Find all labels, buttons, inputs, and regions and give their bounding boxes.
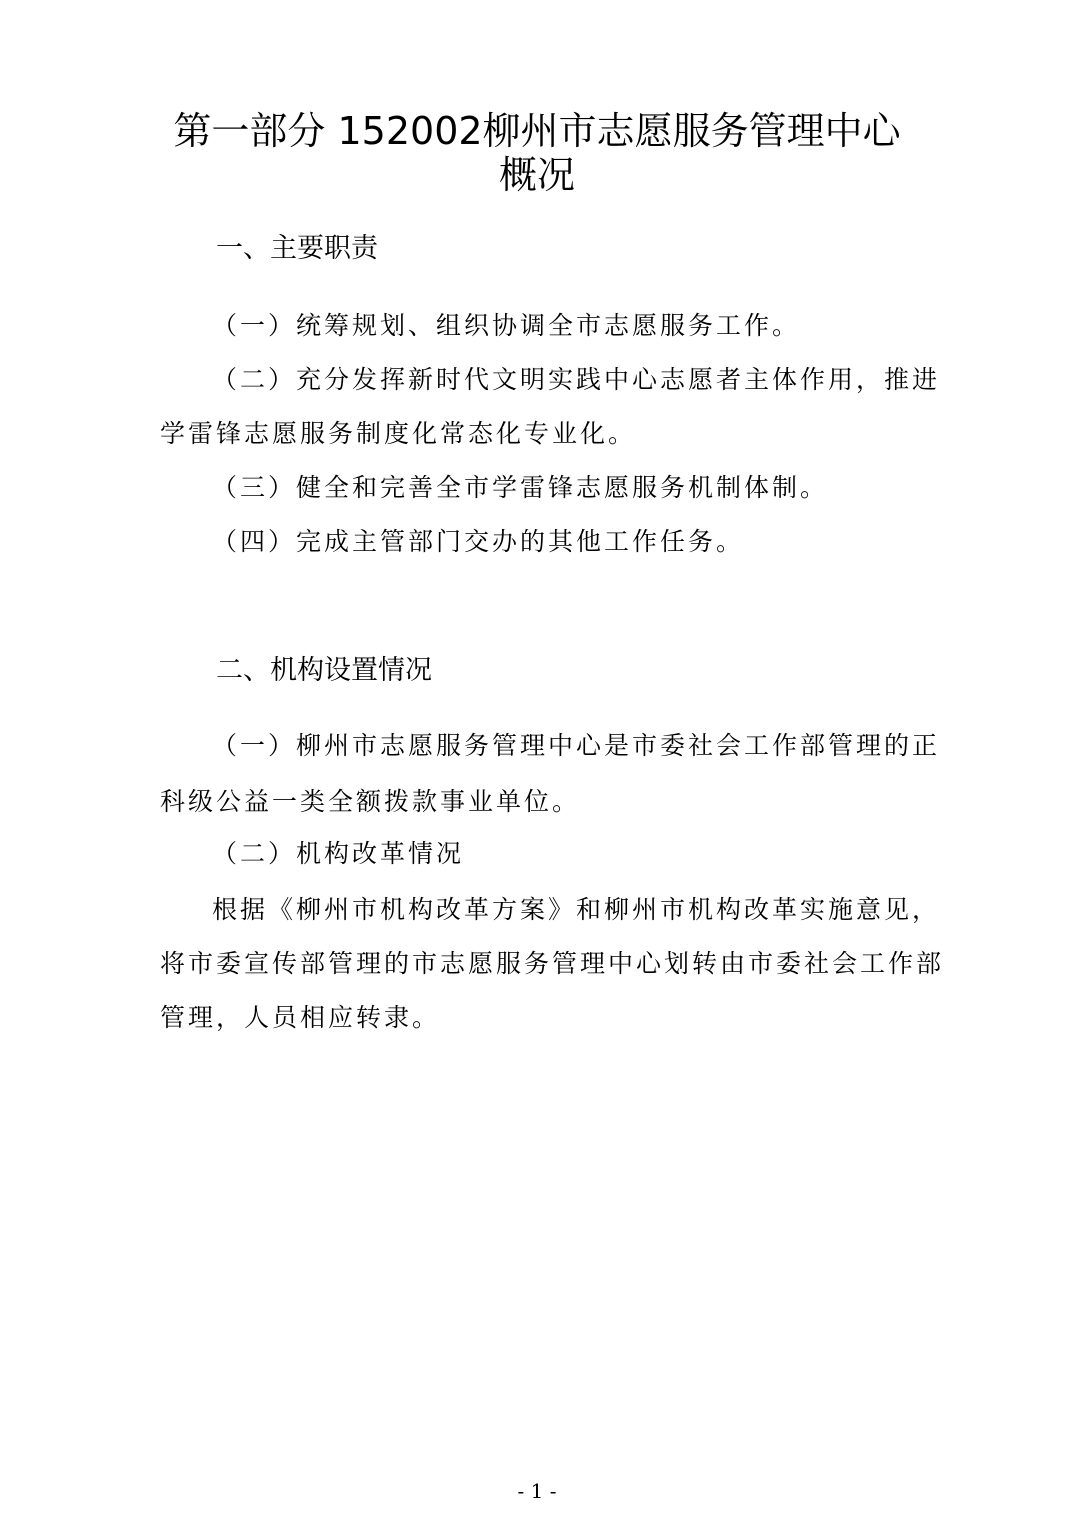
page-number: - 1 - [517,1479,557,1503]
org-paragraph-2-line-3: 管理，人员相应转隶。 [160,1003,441,1032]
document-title-line-1: 第一部分 152002柳州市志愿服务管理中心 [173,109,901,153]
duty-item-2-line-2: 学雷锋志愿服务制度化常态化专业化。 [160,419,637,448]
org-paragraph-2-line-2: 将市委宣传部管理的市志愿服务管理中心划转由市委社会工作部 [160,949,945,978]
document-title-line-2: 概况 [498,153,575,197]
org-paragraph-1-line-1: （一）柳州市志愿服务管理中心是市委社会工作部管理的正 [212,731,941,760]
section-heading-organization: 二、机构设置情况 [216,655,432,686]
section-heading-main-duties: 一、主要职责 [216,233,378,264]
duty-item-3: （三）健全和完善全市学雷锋志愿服务机制体制。 [212,473,829,502]
duty-item-2-line-1: （二）充分发挥新时代文明实践中心志愿者主体作用，推进 [212,365,941,394]
duty-item-1: （一）统筹规划、组织协调全市志愿服务工作。 [212,311,801,340]
duty-item-4: （四）完成主管部门交办的其他工作任务。 [212,527,745,556]
org-paragraph-1-line-2: 科级公益一类全额拨款事业单位。 [160,787,581,816]
org-subheading-reform: （二）机构改革情况 [212,839,465,868]
org-paragraph-2-line-1: 根据《柳州市机构改革方案》和柳州市机构改革实施意见， [212,895,941,924]
